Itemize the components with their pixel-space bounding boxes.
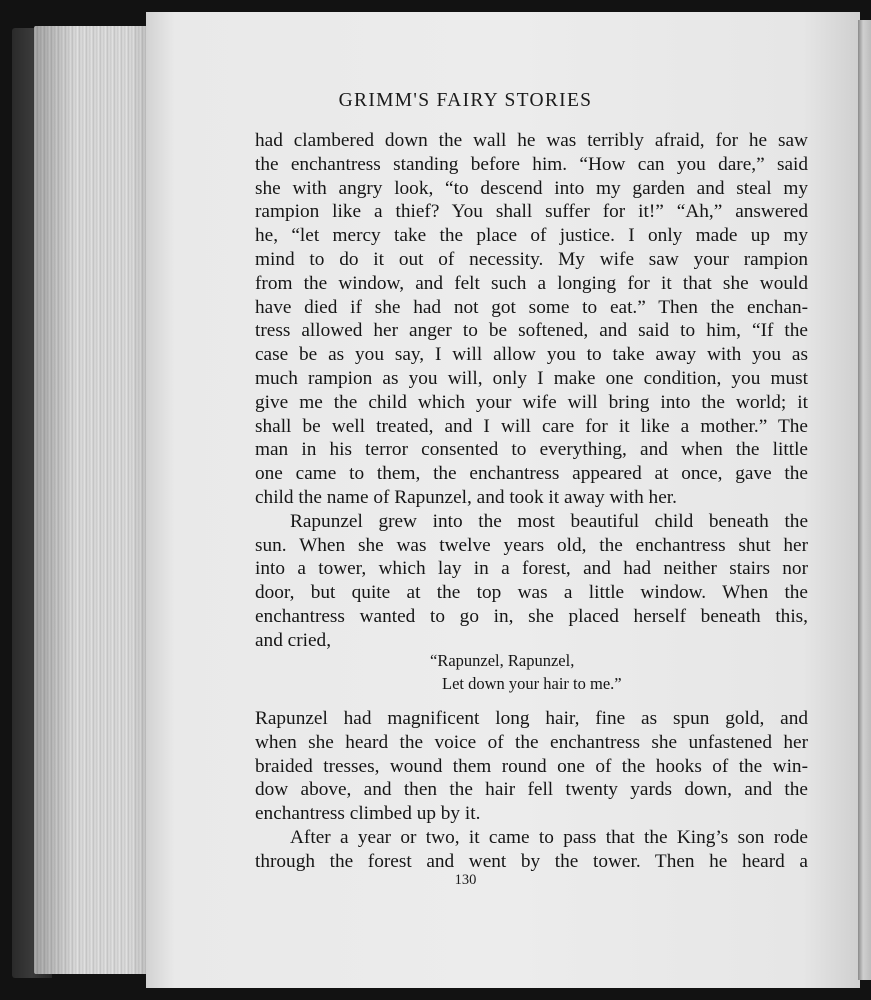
text-line: into a tower, which lay in a forest, and had neither stairs nor <box>255 558 808 580</box>
body-text <box>255 129 808 653</box>
verse-quote <box>430 650 622 695</box>
verse-line: “Rapunzel, Rapunzel, <box>430 651 575 670</box>
text-line: much rampion as you will, only I make one condition, you must <box>255 367 808 389</box>
text-line: door, but quite at the top was a little window. When the <box>255 582 808 604</box>
text-line: sun. When she was twelve years old, the enchantress shut her <box>255 534 808 556</box>
text-line: he, “let mercy take the place of justice. I only made up my <box>255 225 808 247</box>
text-line: man in his terror consented to everything, and when the little <box>255 439 808 461</box>
text-line: have died if she had not got some to eat.” Then the enchan- <box>255 296 808 318</box>
text-line: case be as you say, I will allow you to take away with you as <box>255 344 808 366</box>
text-line: braided tresses, wound them round one of the hooks of the win- <box>255 755 808 777</box>
text-line: when she heard the voice of the enchantress she unfastened her <box>255 731 808 753</box>
body-text-continued <box>255 707 808 874</box>
text-line: enchantress wanted to go in, she placed herself beneath this, <box>255 605 808 627</box>
text-line: After a year or two, it came to pass that the King’s son rode <box>290 826 808 848</box>
text-line: one came to them, the enchantress appeared at once, gave the <box>255 463 808 485</box>
text-line: child the name of Rapunzel, and took it away with her. <box>255 486 677 508</box>
text-line: shall be well treated, and I will care for it like a mother.” The <box>255 415 808 437</box>
text-line: the enchantress standing before him. “How can you dare,” said <box>255 153 808 175</box>
text-line: from the window, and felt such a longing for it that she would <box>255 272 808 294</box>
text-line: and cried, <box>255 629 332 651</box>
verse-line: Let down your hair to me.” <box>442 673 622 693</box>
text-line: dow above, and then the hair fell twenty yards down, and the <box>255 779 808 801</box>
page-number: 130 <box>454 872 477 888</box>
running-head: GRIMM'S FAIRY STORIES <box>338 90 593 111</box>
page-edges-shadow <box>34 26 154 974</box>
text-line: give me the child which your wife will bring into the world; it <box>255 391 808 413</box>
text-line: through the forest and went by the tower. Then he heard a <box>255 850 808 872</box>
facing-page-edge <box>858 20 871 980</box>
text-line: tress allowed her anger to be softened, and said to him, “If the <box>255 320 808 342</box>
text-line: enchantress climbed up by it. <box>255 803 481 825</box>
text-line: Rapunzel grew into the most beautiful child beneath the <box>290 510 808 532</box>
text-line: she with angry look, “to descend into my garden and steal my <box>255 177 808 199</box>
text-line: Rapunzel had magnificent long hair, fine as spun gold, and <box>255 708 808 729</box>
text-line: mind to do it out of necessity. My wife saw your rampion <box>255 248 808 270</box>
text-line: had clambered down the wall he was terribly afraid, for he saw <box>255 130 808 151</box>
text-line: rampion like a thief? You shall suffer for it!” “Ah,” answered <box>255 201 808 223</box>
